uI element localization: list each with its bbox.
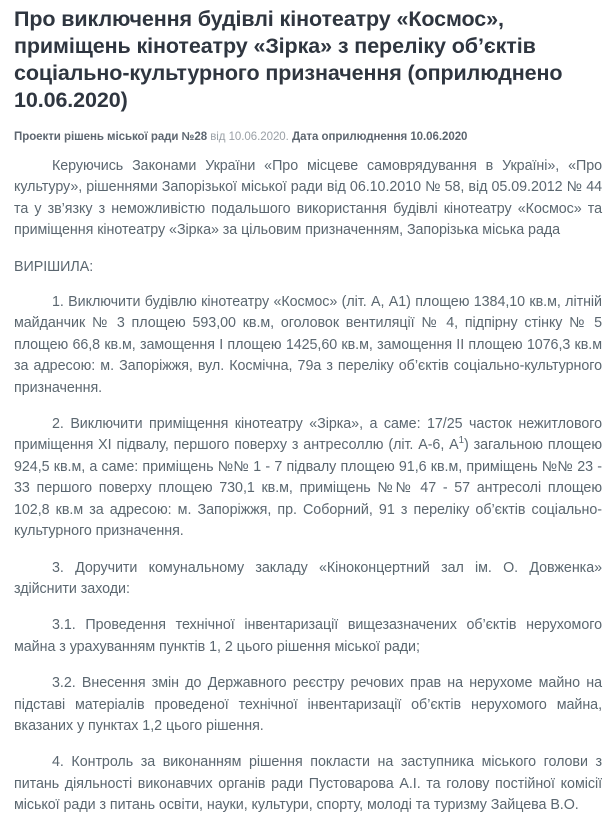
document-body — [14, 156, 602, 817]
paragraph-item-3: 3. Доручити комунальному закладу «Кіноконцертний зал ім. О. Довженка» здійснити заходи: — [14, 559, 602, 597]
paragraph-preamble: Керуючись Законами України «Про місцеве самоврядування в Україні», «Про культуру», рішеннями Запорізької міської ради від 06.10.2010 № 58, від 05.09.2012 № 44 та у зв’язку з неможливістю подальшого використання будівлі кінотеатру «Космос» та приміщення кінотеатру «Зірка» за цільовим призначенням, Запорізька міська рада — [14, 158, 602, 239]
paragraph-item-2-superscript: 1 — [458, 435, 465, 447]
page-title: Про виключення будівлі кінотеатру «Космос», приміщень кінотеатру «Зірка» з переліку об’єктів соціально-культурного призначення (оприлюднено 10.06.2020) — [14, 7, 563, 112]
paragraph-item-4: 4. Контроль за виконанням рішення покласти на заступника міського голови з питань діяльності виконавчих органів ради Пустоварова А.І. та голову постійної комісії міської ради з питань освіти, науки, культури, спорту, молоді та туризму Зайцева В.О. — [14, 754, 602, 814]
paragraph-item-3-2: 3.2. Внесення змін до Державного реєстру речових прав на нерухоме майно на підставі матеріалів проведеної технічної інвентаризації об’єктів нерухомого майна, вказаних у пунктах 1,2 цього рішення. — [14, 675, 602, 734]
paragraph-item-3-1: 3.1. Проведення технічної інвентаризації вищезазначених об’єктів нерухомого майна з урахуванням пунктів 1, 2 цього рішення міської ради; — [14, 617, 602, 655]
meta-date: від 10.06.2020. — [210, 131, 289, 143]
paragraph-item-2-part-2: ) загальною площею 924,5 кв.м, а саме: приміщень №№ 1 - 7 підвалу площею 91,6 кв.м, приміщень №№ 23 - 33 першого поверху площею 730,1 кв.м, приміщень №№ 47 - 57 антресолі площею 102,8 кв.м за адресою: м. Запоріжжя, пр. Соборний, 91 з переліку об’єктів соціально-культурного призначення. — [14, 437, 602, 540]
meta-published-label: Дата оприлюднення 10.06.2020 — [291, 131, 468, 143]
decision-heading: ВИРІШИЛА: — [14, 258, 94, 275]
paragraph-item-2 — [14, 414, 602, 542]
paragraph-item-1: 1. Виключити будівлю кінотеатру «Космос» (літ. А, А1) площею 1384,10 кв.м, літній майданчик № 3 площею 593,00 кв.м, оголовок вентиляції № 4, підпірну стінку № 5 площею 66,8 кв.м, замощення I площею 1425,60 кв.м, замощення II площею 1076,3 кв.м за адресою: м. Запоріжжя, вул. Космічна, 79а з переліку об’єктів соціально-культурного призначення. — [14, 294, 602, 396]
meta-source-label: Проекти рішень міської ради №28 — [14, 131, 208, 143]
document-meta — [14, 129, 602, 145]
paragraph-item-2-part-1: 2. Виключити приміщення кінотеатру «Зірка», а саме: 17/25 часток нежитлового приміщення XI підвалу, першого поверху з антресоллю (літ. А-6, А — [14, 416, 602, 454]
